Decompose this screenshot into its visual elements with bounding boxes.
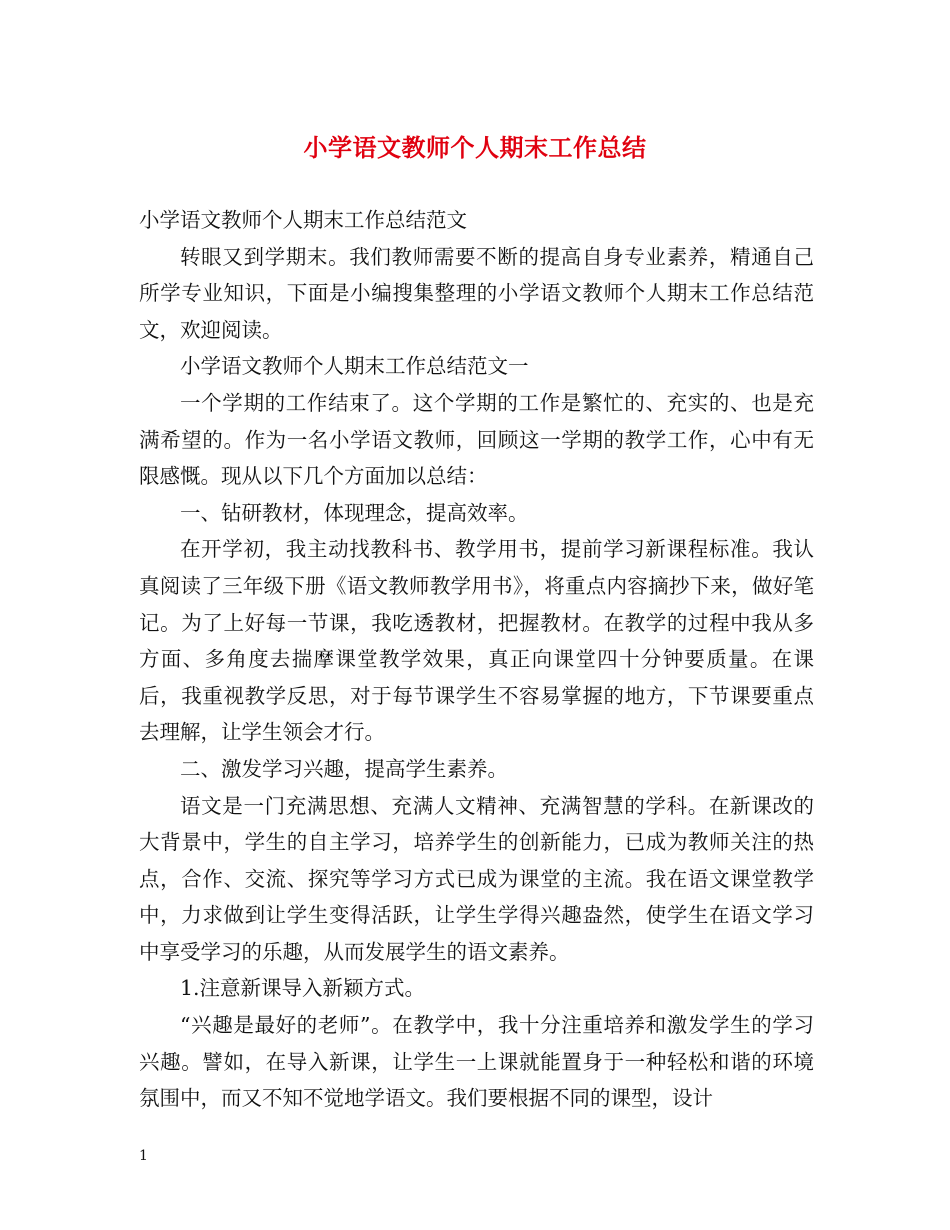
paragraph-subpoint-one: “兴趣是最好的老师”。在教学中，我十分注重培养和激发学生的学习兴趣。譬如，在导入新课，让学生一上课就能置身于一种轻松和谐的环境氛围中，而又不知不觉地学语文。我们要根据不同的课型，设计 xyxy=(139,1013,814,1111)
document-title: 小学语文教师个人期末工作总结 xyxy=(303,133,647,162)
paragraph-point-one: 在开学初，我主动找教科书、教学用书，提前学习新课程标准。我认真阅读了三年级下册《语文教师教学用书》，将重点内容摘抄下来，做好笔记。为了上好每一节课，我吃透教材，把握教材。在教学的过程中我从多方面、多角度去揣摩课堂教学效果，真正向课堂四十分钟要质量。在课后，我重视教学反思，对于每节课学生不容易掌握的地方，下节课要重点去理解，让学生领会才行。 xyxy=(139,537,814,745)
heading-point-two: 二、激发学习兴趣，提高学生素养。 xyxy=(180,756,508,781)
paragraph-intro: 转眼又到学期末。我们教师需要不断的提高自身专业素养，精通自己所学专业知识，下面是小编搜集整理的小学语文教师个人期末工作总结范文，欢迎阅读。 xyxy=(139,244,814,342)
paragraph-point-two: 语文是一门充满思想、充满人文精神、充满智慧的学科。在新课改的大背景中，学生的自主学习，培养学生的创新能力，已成为教师关注的热点，合作、交流、探究等学习方式已成为课堂的主流。我在语文课堂教学中，力求做到让学生变得活跃，让学生学得兴趣盎然，使学生在语文学习中享受学习的乐趣，从而发展学生的语文素养。 xyxy=(139,793,814,964)
paragraph-section-title: 小学语文教师个人期末工作总结范文一 xyxy=(180,354,529,379)
paragraph-overview: 一个学期的工作结束了。这个学期的工作是繁忙的、充实的、也是充满希望的。作为一名小学语文教师，回顾这一学期的教学工作，心中有无限感慨。现从以下几个方面加以总结： xyxy=(139,390,814,489)
document-body xyxy=(139,202,814,1117)
page-number: 1 xyxy=(139,1148,148,1164)
paragraph-subtitle: 小学语文教师个人期末工作总结范文 xyxy=(139,208,467,232)
heading-subpoint-one: 1.注意新课导入新颖方式。 xyxy=(180,976,426,1001)
heading-point-one: 一、钻研教材，体现理念，提高效率。 xyxy=(180,500,529,525)
